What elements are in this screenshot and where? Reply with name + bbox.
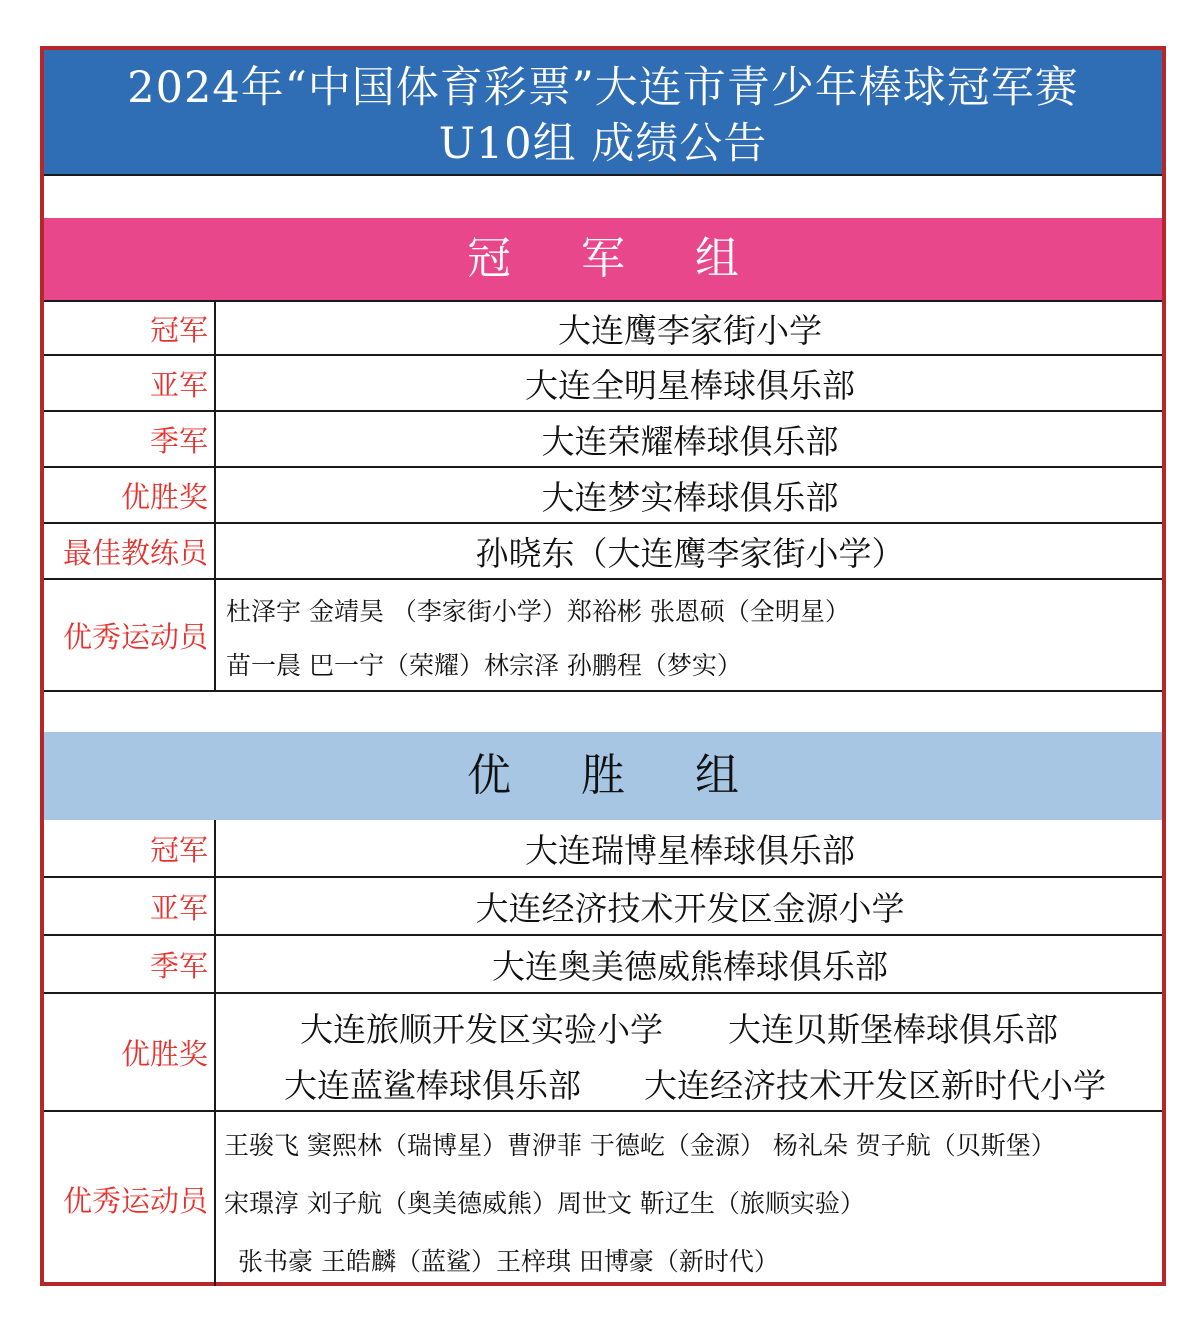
table-row [44,300,1162,356]
table-row [44,524,1162,580]
table-row [44,820,1162,878]
athlete-line: 张书豪 王皓麟（蓝鲨）王梓琪 田博豪（新时代） [238,1247,779,1276]
table-row [44,994,1162,1112]
excellence-group-heading: 优胜组 [44,732,1162,820]
row-label: 优秀运动员 [44,1112,216,1286]
row-value: 大连全明星棒球俱乐部 [525,365,855,405]
athlete-line: 苗一晨 巴一宁（荣耀）林宗泽 孙鹏程（梦实） [226,651,742,680]
award-team: 大连旅顺开发区实验小学 [300,1010,663,1049]
row-label: 优秀运动员 [44,580,216,690]
table-row [44,412,1162,468]
table-row [44,936,1162,994]
row-label: 最佳教练员 [44,524,216,578]
row-value: 孙晓东（大连鹰李家街小学） [475,533,905,573]
table-row [44,356,1162,412]
table-row [44,1112,1162,1286]
title-line-1: 2024年“中国体育彩票”大连市青少年棒球冠军赛 [127,63,1079,113]
award-team: 大连经济技术开发区新时代小学 [644,1066,1106,1105]
champion-group-heading: 冠军组 [44,218,1162,300]
page-title [44,50,1162,176]
award-team: 大连蓝鲨棒球俱乐部 [284,1066,581,1105]
row-value: 大连奥美德威熊棒球俱乐部 [492,946,888,986]
athlete-line: 宋璟淳 刘子航（奥美德威熊）周世文 靳辽生（旅顺实验） [224,1189,865,1218]
row-value: 大连经济技术开发区金源小学 [475,888,905,928]
row-value: 大连鹰李家街小学 [558,310,822,350]
athlete-list [218,580,1162,690]
row-label: 冠军 [44,820,216,876]
award-team-list [218,994,1162,1110]
row-label: 季军 [44,412,216,466]
title-line-2: U10组 成绩公告 [438,119,768,169]
row-value: 大连荣耀棒球俱乐部 [541,421,839,461]
results-board [40,46,1166,1286]
athlete-list [218,1112,1162,1286]
row-value: 大连梦实棒球俱乐部 [541,477,839,517]
award-team: 大连贝斯堡棒球俱乐部 [728,1010,1058,1049]
table-row [44,468,1162,524]
athlete-line: 杜泽宇 金靖昊 （李家街小学）郑裕彬 张恩硕（全明星） [226,597,850,626]
row-label: 亚军 [44,878,216,934]
table-row [44,878,1162,936]
row-label: 冠军 [44,302,216,354]
row-label: 亚军 [44,356,216,410]
row-label: 季军 [44,936,216,992]
table-row [44,580,1162,692]
row-value: 大连瑞博星棒球俱乐部 [525,830,855,870]
athlete-line: 王骏飞 窦熙林（瑞博星）曹洢菲 于德屹（金源） 杨礼朵 贺子航（贝斯堡） [224,1131,1056,1160]
row-label: 优胜奖 [44,994,216,1110]
row-label: 优胜奖 [44,468,216,522]
